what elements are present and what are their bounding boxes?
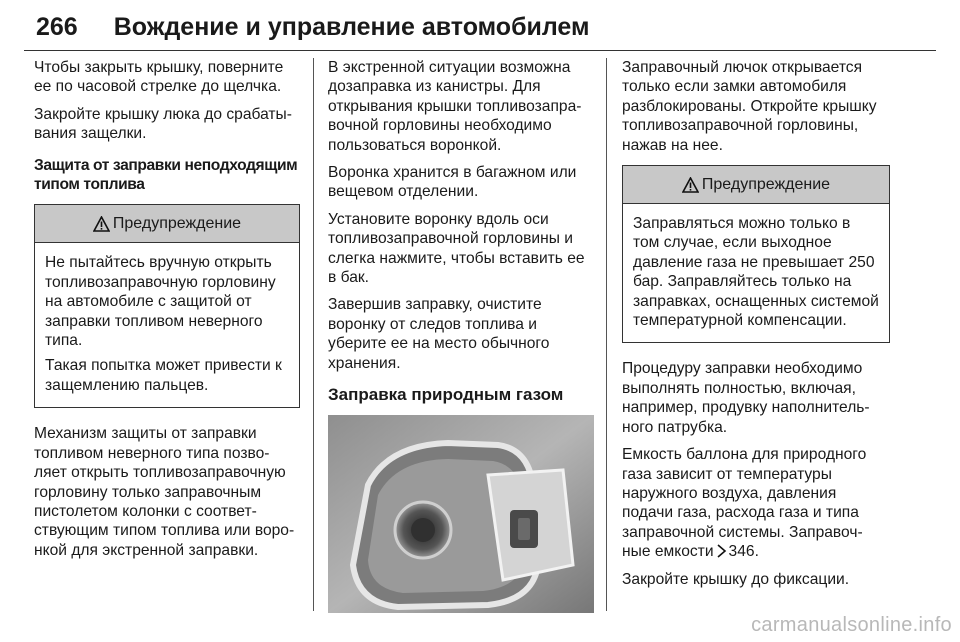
paragraph bbox=[622, 445, 890, 561]
column-divider bbox=[313, 58, 314, 611]
subheading: Защита от заправки неподходящим типом топлива bbox=[34, 156, 298, 194]
page-header bbox=[24, 4, 936, 51]
warning-header bbox=[35, 205, 299, 243]
paragraph: Установите воронку вдоль оси топливозаправочной горловины и слегка нажмите, чтобы вставить ее в бак. bbox=[328, 210, 585, 287]
paragraph: В экстренной ситуации возможна дозаправка из канистры. Для открывания крышки топливозапра-вочной горловины необходимо пользоваться воронкой. bbox=[328, 59, 582, 154]
warning-triangle-icon bbox=[93, 216, 110, 232]
chapter-title: Вождение и управление автомобилем bbox=[113, 12, 590, 41]
warning-title: Предупреждение bbox=[701, 175, 831, 193]
paragraph: Воронка хранится в багажном или вещевом отделении. bbox=[328, 164, 577, 201]
paragraph: Процедуру заправки необходимо выполнять полностью, включая, например, продувку наполнитель-ного патрубка. bbox=[622, 360, 870, 436]
fuel-filler-photo bbox=[328, 415, 594, 613]
paragraph: Закройте крышку до фиксации. bbox=[622, 570, 850, 588]
warning-text: Такая попытка может привести к защемлению пальцев. bbox=[45, 357, 282, 394]
column-1 bbox=[34, 58, 300, 568]
section-heading: Заправка природным газом bbox=[328, 385, 564, 405]
warning-triangle-icon bbox=[682, 177, 699, 193]
warning-body bbox=[623, 204, 889, 342]
warning-box bbox=[34, 204, 300, 408]
paragraph: Механизм защиты от заправки топливом неверного типа позво-ляет открыть топливозаправочную горловину только заправочным пистолетом колонки с соответ-ствующим типом топлива или воро-нкой для экстренной заправки. bbox=[34, 425, 295, 559]
paragraph: Завершив заправку, очистите воронку от следов топлива и уберите ее на место обычного хранения. bbox=[328, 296, 550, 372]
page-reference[interactable]: 346. bbox=[728, 543, 759, 561]
paragraph: Заправочный лючок открывается только если замки автомобиля разблокированы. Откройте крышку топливозаправочной горловины, нажав на нее. bbox=[622, 59, 877, 154]
column-3 bbox=[622, 58, 890, 597]
paragraph-text: Емкость баллона для природного газа зависит от температуры наружного воздуха, давления подачи газа, расхода газа и типа заправочной системы. Заправоч-ные емкости bbox=[622, 446, 867, 561]
watermark: carmanualsonline.info bbox=[751, 614, 952, 636]
paragraph: Закройте крышку люка до срабаты-вания защелки. bbox=[34, 105, 292, 143]
column-divider bbox=[606, 58, 607, 611]
warning-title: Предупреждение bbox=[112, 215, 242, 233]
warning-box bbox=[622, 165, 890, 343]
warning-body bbox=[35, 243, 299, 407]
column-2 bbox=[328, 58, 594, 613]
page-reference-arrow-icon bbox=[716, 544, 727, 558]
warning-header bbox=[623, 166, 889, 204]
page-number: 266 bbox=[36, 12, 78, 41]
warning-text: Заправляться можно только в том случае, если выходное давление газа не превышает 250 бар. Заправляйтесь только на заправках, оснащенных системой температурной компенсации. bbox=[633, 215, 879, 330]
warning-text: Не пытайтесь вручную открыть топливозаправочную горловину на автомобиле с защитой от заправки топливом неверного типа. bbox=[45, 254, 276, 350]
paragraph: Чтобы закрыть крышку, поверните ее по часовой стрелке до щелчка. bbox=[34, 59, 284, 96]
